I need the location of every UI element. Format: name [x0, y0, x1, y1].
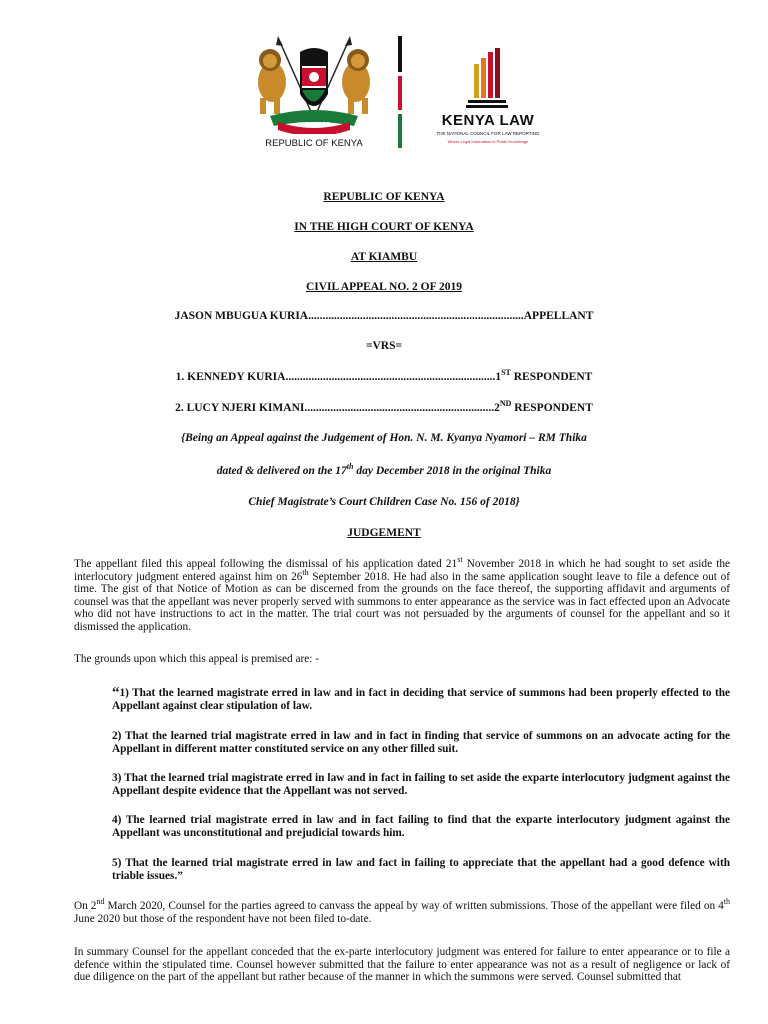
divider-green: [398, 114, 402, 148]
coat-of-arms-icon: [250, 34, 378, 134]
respondent-1-number: 1: [495, 371, 502, 383]
appeal-desc-2b: day December 2018 in the original Thika: [353, 465, 552, 477]
paragraph-4: In summary Counsel for the appellant conceded that the ex-parte interlocutory judgment was entered for failure to enter appearance or to file a defence within the stipulated time. Counsel however submitted that the failure to enter appearance was not as a result of negligence or lack of due diligence on the part of the appellant but rather because of the manner in which the summons were served. Counsel submitted that: [74, 946, 730, 983]
ground-1: [112, 686, 730, 712]
p1-part-b: November 2018 in which he had sought to set aside the interlocutory judgment entered against him on 26: [74, 558, 731, 583]
respondent-1-dots: .........................................................................: [285, 371, 496, 383]
p1-part-a: The appellant filed this appeal following the dismissal of his application dated 21: [74, 558, 458, 570]
divider-red: [398, 76, 402, 110]
paragraph-1: [74, 555, 731, 633]
caption-republic: REPUBLIC OF KENYA: [323, 191, 445, 203]
respondent-2-name: 2. LUCY NJERI KIMANI: [175, 402, 305, 414]
p3-sup-1: nd: [96, 897, 105, 907]
kenya-law-tagline: Where Legal Information is Public Knowledge: [447, 139, 529, 144]
respondent-2-suffix: ND: [499, 399, 512, 409]
p1-part-c: September 2018. He had also in the same application sought leave to file a defence out of time. The gist of that Notice of Motion as can be discerned from the grounds on the face thereof, the supporting affidavit and arguments of counsel was that the appellant was never properly served with summons to enter appearance as the service was in fact effected upon an Advocate who did not have instructions to act in the matter. The trial court was not persuaded by the arguments of counsel for the appellant and so it dismissed the application.: [74, 570, 731, 633]
respondent-1-suffix: ST: [501, 368, 511, 378]
respondent-1-line: [0, 368, 768, 383]
ground-2: 2) That the learned trial magistrate erred in law and in fact in finding that service of summons on an advocate acting for the Appellant in different matter constituted service on any other filled suit.: [112, 730, 730, 755]
appeal-description-line-2: [0, 462, 768, 477]
paragraph-2: The grounds upon which this appeal is premised are: -: [74, 653, 320, 665]
appellant-name: JASON MBUGUA KURIA: [174, 310, 309, 322]
republic-of-kenya-logo-label: REPUBLIC OF KENYA: [265, 138, 363, 149]
p3-part-c: June 2020 but those of the respondent have not been filed to-date.: [74, 912, 372, 925]
respondent-1-name: 1. KENNEDY KURIA: [175, 371, 286, 383]
kenya-law-subtitle: THE NATIONAL COUNCIL FOR LAW REPORTING: [436, 131, 540, 136]
appeal-desc-2-sup: th: [346, 462, 354, 472]
ground-1-open-quote: “: [112, 685, 120, 701]
p1-sup-1: st: [457, 555, 463, 565]
respondent-2-number: 2: [494, 402, 500, 414]
appeal-desc-2a: dated & delivered on the 17: [216, 465, 347, 477]
respondent-2-line: [0, 399, 768, 414]
kenya-law-logo: [428, 44, 548, 152]
p1-sup-2: th: [302, 567, 309, 577]
p3-part-a: On 2: [74, 900, 97, 912]
ground-4: 4) The learned trial magistrate erred in law and in fact failing to find that the exparte interlocutory judgment against the Appellant was unconstitutional and prejudicial towards him.: [112, 814, 730, 839]
respondent-2-dots: ..................................................................: [304, 402, 495, 414]
caption-case-number: CIVIL APPEAL NO. 2 OF 2019: [305, 281, 463, 293]
ground-1-text: 1) That the learned magistrate erred in law and in fact in deciding that service of summons had been properly effected to the Appellant against clear stipulation of law.: [112, 687, 730, 712]
judgement-heading: JUDGEMENT: [347, 527, 421, 539]
ground-5: 5) That the learned trial magistrate erred in law and fact in failing to appreciate that the appellant had a good defence with triable issues.”: [112, 857, 730, 882]
caption-court: IN THE HIGH COURT OF KENYA: [294, 221, 474, 233]
appellant-line: [0, 310, 768, 322]
caption-station: AT KIAMBU: [350, 251, 418, 263]
paragraph-3: [74, 897, 730, 925]
coat-of-arms-logo: [250, 34, 378, 150]
appellant-role: APPELLANT: [523, 310, 594, 322]
ground-3: 3) That the learned trial magistrate erred in law and in fact in failing to set aside the exparte interlocutory judgment against the Appellant despite evidence that the Appellant was not served.: [112, 772, 730, 797]
kenya-law-brand: KENYA LAW: [441, 112, 535, 129]
appeal-description-line-3: Chief Magistrate’s Court Children Case No. 156 of 2018}: [248, 496, 520, 508]
p3-part-b: March 2020, Counsel for the parties agreed to canvass the appeal by way of written submissions. Those of the appellant were filed on 4: [104, 900, 724, 912]
appeal-description-line-1: {Being an Appeal against the Judgement of Hon. N. M. Kyanya Nyamori – RM Thika: [181, 432, 587, 444]
p3-sup-2: th: [723, 897, 730, 907]
divider-black: [398, 36, 402, 72]
appellant-dots: ...........................................................................: [308, 310, 524, 322]
respondent-2-role: RESPONDENT: [511, 402, 593, 414]
motto-ribbon-text: HARAMBEE: [297, 122, 331, 128]
versus-label: =VRS=: [365, 340, 403, 352]
kenya-law-columns-icon: [428, 44, 548, 114]
respondent-1-role: RESPONDENT: [510, 371, 593, 383]
